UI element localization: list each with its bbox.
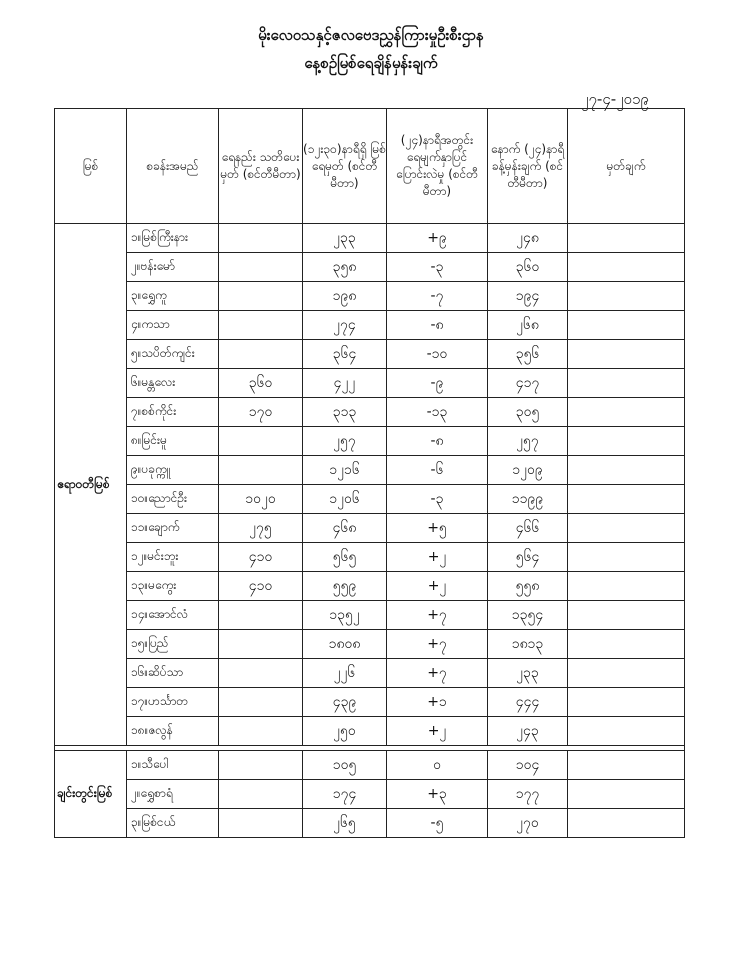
table-row <box>55 630 685 659</box>
change-cell: +၅ <box>387 514 488 543</box>
change-cell: -၉ <box>387 369 488 398</box>
agency-title: မိုးလေဝသနှင့်ဇလဗေဒညွှန်ကြားမှုဦးစီးဌာန <box>258 26 484 44</box>
warning-level-cell <box>219 630 303 659</box>
current-level-cell: ၄၃၉ <box>303 688 387 717</box>
remark-cell <box>568 809 685 838</box>
forecast-cell: ၁၇၇ <box>488 780 568 809</box>
remark-cell <box>568 224 685 253</box>
change-cell: +၂ <box>387 543 488 572</box>
table-row <box>55 282 685 311</box>
current-level-cell: ၂၇၄ <box>303 311 387 340</box>
change-cell: +၇ <box>387 601 488 630</box>
change-cell: -၇ <box>387 282 488 311</box>
station-cell: ၂။ရွှေစာရံ <box>127 780 219 809</box>
col-header-forecast-24h: နောက် (၂၄)နာရီ ခန့်မှန်းချက် (စင်တီမီတာ) <box>488 109 568 224</box>
current-level-cell: ၂၂၆ <box>303 659 387 688</box>
forecast-cell: ၂၅၇ <box>488 427 568 456</box>
change-cell: -၆ <box>387 456 488 485</box>
station-cell: ၁၇။ဟင်္သာတ <box>127 688 219 717</box>
change-cell: +၃ <box>387 780 488 809</box>
table-row <box>55 601 685 630</box>
table-row <box>55 543 685 572</box>
change-cell: -၁၀ <box>387 340 488 369</box>
remark-cell <box>568 601 685 630</box>
remark-cell <box>568 751 685 780</box>
forecast-cell: ၃၀၅ <box>488 398 568 427</box>
warning-level-cell: ၂၇၅ <box>219 514 303 543</box>
warning-level-cell: ၄၁၀ <box>219 572 303 601</box>
warning-level-cell <box>219 282 303 311</box>
warning-level-cell: ၁၇၀ <box>219 398 303 427</box>
remark-cell <box>568 369 685 398</box>
table-row <box>55 572 685 601</box>
table-row <box>55 780 685 809</box>
table-row <box>55 224 685 253</box>
table-row <box>55 427 685 456</box>
warning-level-cell <box>219 340 303 369</box>
current-level-cell: ၁၀၅ <box>303 751 387 780</box>
forecast-cell: ၅၅၈ <box>488 572 568 601</box>
warning-level-cell <box>219 780 303 809</box>
col-header-station: စခန်းအမည် <box>127 109 219 224</box>
warning-level-cell <box>219 427 303 456</box>
station-cell: ၉။ပခုက္ကူ <box>127 456 219 485</box>
col-header-river: မြစ် <box>55 109 127 224</box>
current-level-cell: ၂၅၇ <box>303 427 387 456</box>
current-level-cell: ၁၂၁၆ <box>303 456 387 485</box>
table-row <box>55 751 685 780</box>
remark-cell <box>568 630 685 659</box>
forecast-cell: ၁၀၄ <box>488 751 568 780</box>
station-cell: ၁၂။မင်းဘူး <box>127 543 219 572</box>
station-cell: ၁၃။မကွေး <box>127 572 219 601</box>
station-cell: ၇။စစ်ကိုင်း <box>127 398 219 427</box>
forecast-cell: ၁၃၅၄ <box>488 601 568 630</box>
col-header-remarks: မှတ်ချက် <box>568 109 685 224</box>
current-level-cell: ၅၅၉ <box>303 572 387 601</box>
table-row <box>55 369 685 398</box>
warning-level-cell <box>219 751 303 780</box>
remark-cell <box>568 340 685 369</box>
remark-cell <box>568 514 685 543</box>
warning-level-cell <box>219 688 303 717</box>
remark-cell <box>568 543 685 572</box>
table-row <box>55 311 685 340</box>
table-row <box>55 485 685 514</box>
station-cell: ၈။မြင်းမူ <box>127 427 219 456</box>
forecast-cell: ၃၆၀ <box>488 253 568 282</box>
change-cell: ၀ <box>387 751 488 780</box>
forecast-cell: ၂၇၀ <box>488 809 568 838</box>
current-level-cell: ၃၆၄ <box>303 340 387 369</box>
warning-level-cell <box>219 809 303 838</box>
change-cell: -၃ <box>387 253 488 282</box>
forecast-cell: ၄၄၄ <box>488 688 568 717</box>
station-cell: ၁၅။ပြည် <box>127 630 219 659</box>
change-cell: -၁၃ <box>387 398 488 427</box>
warning-level-cell <box>219 253 303 282</box>
change-cell: +၇ <box>387 630 488 659</box>
station-cell: ၄။ကသာ <box>127 311 219 340</box>
report-date: ၂၇-၄-၂၀၁၉ <box>581 90 649 108</box>
current-level-cell: ၃၅၈ <box>303 253 387 282</box>
forecast-cell: ၂၃၃ <box>488 659 568 688</box>
change-cell: -၅ <box>387 809 488 838</box>
current-level-cell: ၁၇၄ <box>303 780 387 809</box>
col-header-change-24h: (၂၄)နာရီအတွင်း ရေမျက်နှာပြင် ပြောင်းလဲမှု (စင်တီမီတာ) <box>387 109 488 224</box>
remark-cell <box>568 780 685 809</box>
change-cell: -၈ <box>387 427 488 456</box>
station-cell: ၁။မြစ်ကြီးနား <box>127 224 219 253</box>
forecast-cell: ၃၅၆ <box>488 340 568 369</box>
station-cell: ၁၁။ချောက် <box>127 514 219 543</box>
station-cell: ၃။ရွှေကူ <box>127 282 219 311</box>
current-level-cell: ၅၆၅ <box>303 543 387 572</box>
remark-cell <box>568 253 685 282</box>
remark-cell <box>568 427 685 456</box>
warning-level-cell <box>219 311 303 340</box>
warning-level-cell <box>219 717 303 746</box>
remark-cell <box>568 456 685 485</box>
current-level-cell: ၁၈၀၈ <box>303 630 387 659</box>
station-cell: ၁၀။ညောင်ဦး <box>127 485 219 514</box>
report-title: နေ့စဉ်မြစ်ရေချိန်မှန်းချက် <box>304 54 438 72</box>
table-row <box>55 253 685 282</box>
forecast-cell: ၁၉၄ <box>488 282 568 311</box>
warning-level-cell: ၄၁၀ <box>219 543 303 572</box>
change-cell: -၃ <box>387 485 488 514</box>
river-level-table <box>54 108 685 838</box>
forecast-cell: ၁၁၉၉ <box>488 485 568 514</box>
warning-level-cell: ၁၀၂၀ <box>219 485 303 514</box>
table-row <box>55 659 685 688</box>
current-level-cell: ၁၉၈ <box>303 282 387 311</box>
warning-level-cell <box>219 224 303 253</box>
change-cell: +၂ <box>387 717 488 746</box>
station-cell: ၆။မန္တလေး <box>127 369 219 398</box>
warning-level-cell <box>219 456 303 485</box>
remark-cell <box>568 311 685 340</box>
change-cell: +၉ <box>387 224 488 253</box>
table-row <box>55 717 685 746</box>
change-cell: -၈ <box>387 311 488 340</box>
remark-cell <box>568 282 685 311</box>
change-cell: +၇ <box>387 659 488 688</box>
warning-level-cell <box>219 659 303 688</box>
change-cell: +၁ <box>387 688 488 717</box>
warning-level-cell <box>219 601 303 630</box>
remark-cell <box>568 572 685 601</box>
station-cell: ၁။သီပေါ <box>127 751 219 780</box>
station-cell: ၂။ဗန်းမော် <box>127 253 219 282</box>
current-level-cell: ၂၆၅ <box>303 809 387 838</box>
col-header-warning-level: ရေနည်း သတိပေးမှတ် (စင်တီမီတာ) <box>219 109 303 224</box>
remark-cell <box>568 485 685 514</box>
station-cell: ၅။သပိတ်ကျင်း <box>127 340 219 369</box>
forecast-cell: ၂၄၈ <box>488 224 568 253</box>
header-row <box>55 109 685 224</box>
forecast-cell: ၁၈၁၃ <box>488 630 568 659</box>
river-name-cell: ချင်းတွင်းမြစ် <box>55 751 127 838</box>
remark-cell <box>568 717 685 746</box>
current-level-cell: ၁၃၅၂ <box>303 601 387 630</box>
table-body <box>55 224 685 838</box>
table-row <box>55 456 685 485</box>
current-level-cell: ၂၅၀ <box>303 717 387 746</box>
forecast-cell: ၄၁၇ <box>488 369 568 398</box>
table-row <box>55 398 685 427</box>
remark-cell <box>568 688 685 717</box>
table-row <box>55 514 685 543</box>
table-row <box>55 688 685 717</box>
remark-cell <box>568 659 685 688</box>
remark-cell <box>568 398 685 427</box>
warning-level-cell: ၃၆၀ <box>219 369 303 398</box>
table-row <box>55 340 685 369</box>
forecast-cell: ၅၆၄ <box>488 543 568 572</box>
river-name-cell: ဧရာဝတီမြစ် <box>55 224 127 746</box>
current-level-cell: ၄၂၂ <box>303 369 387 398</box>
forecast-cell: ၄၆၆ <box>488 514 568 543</box>
station-cell: ၁၄။အောင်လံ <box>127 601 219 630</box>
station-cell: ၁၆။ဆိပ်သာ <box>127 659 219 688</box>
current-level-cell: ၂၃၃ <box>303 224 387 253</box>
forecast-cell: ၁၂၀၉ <box>488 456 568 485</box>
current-level-cell: ၄၆၈ <box>303 514 387 543</box>
station-cell: ၃။မြစ်ငယ် <box>127 809 219 838</box>
change-cell: +၂ <box>387 572 488 601</box>
forecast-cell: ၂၆၈ <box>488 311 568 340</box>
forecast-cell: ၂၄၃ <box>488 717 568 746</box>
col-header-current-level: (၁၂း၃၀)နာရီရှိ မြစ်ရေမှတ် (စင်တီမီတာ) <box>303 109 387 224</box>
table-row <box>55 809 685 838</box>
station-cell: ၁၈။ဇလွန် <box>127 717 219 746</box>
current-level-cell: ၁၂၀၆ <box>303 485 387 514</box>
current-level-cell: ၃၁၃ <box>303 398 387 427</box>
